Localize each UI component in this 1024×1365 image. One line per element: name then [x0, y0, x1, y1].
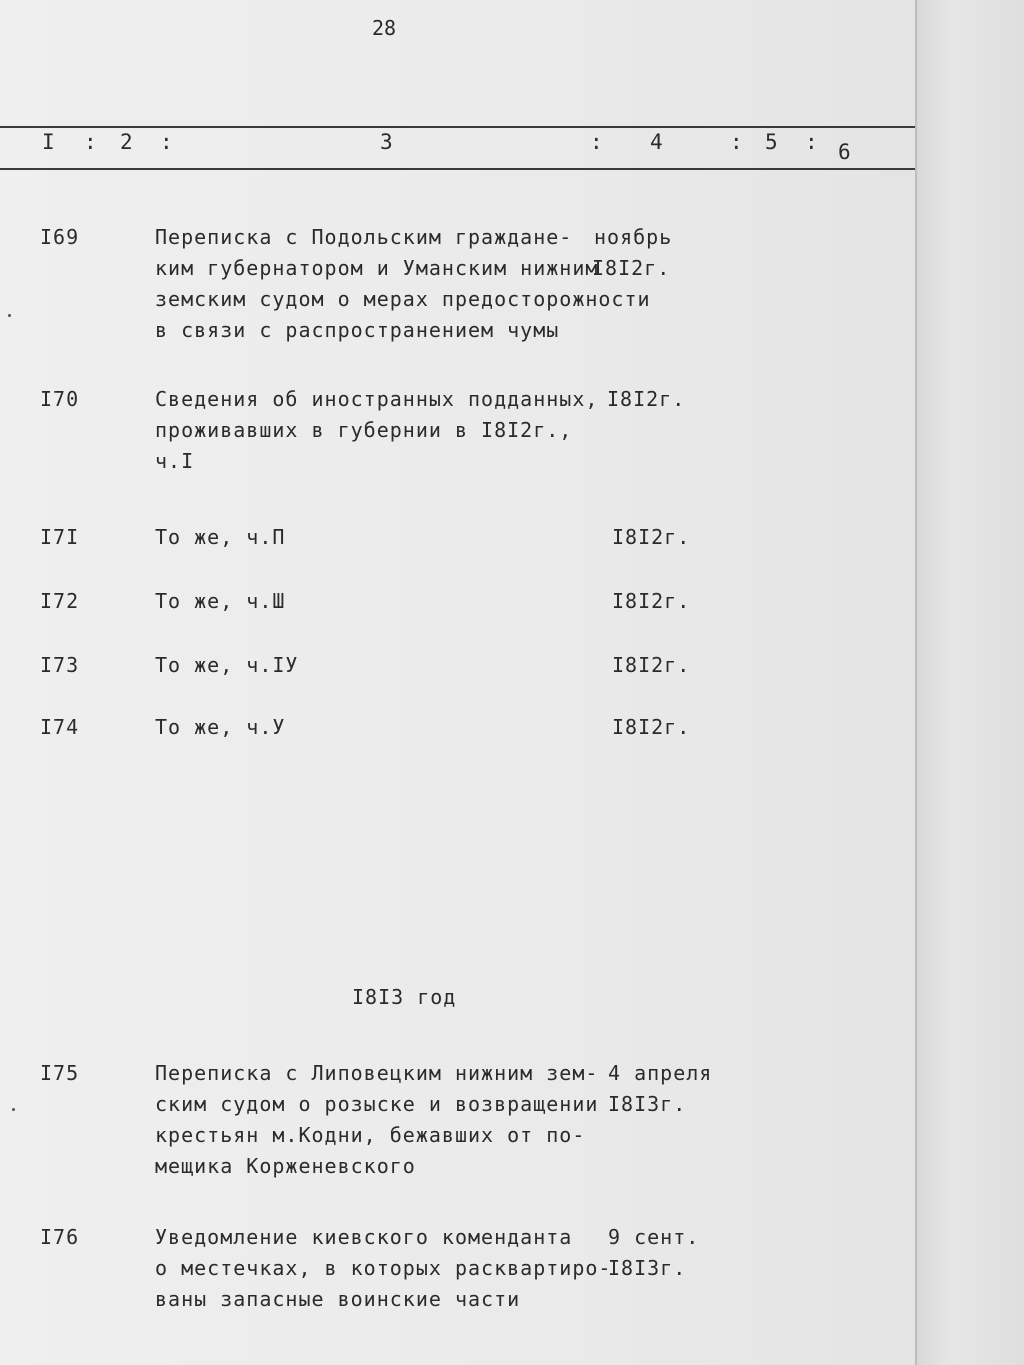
entry-number: I72 — [40, 589, 80, 613]
entry-number: I70 — [40, 387, 80, 411]
description-line: мещика Корженевского — [155, 1154, 416, 1178]
date-line: 4 апреля — [608, 1061, 713, 1085]
description-line: То же, ч.Ш — [155, 589, 286, 613]
description-line: в связи с распространением чумы — [155, 318, 560, 342]
description-line: То же, ч.IУ — [155, 653, 299, 677]
date-line: I8I2г. — [592, 256, 671, 280]
date-line: 9 сент. — [608, 1225, 700, 1249]
column-number-2: 2 — [120, 130, 133, 154]
entry-number: I75 — [40, 1061, 80, 1085]
date-line: I8I2г. — [612, 715, 691, 739]
description-line: То же, ч.П — [155, 525, 286, 549]
date-line: I8I2г. — [607, 387, 686, 411]
entry-number: I76 — [40, 1225, 80, 1249]
date-line: ноябрь — [594, 225, 673, 249]
header-bottom-rule — [0, 168, 915, 170]
column-separator: : — [590, 130, 603, 154]
entry-date — [612, 522, 690, 553]
entry-date — [608, 1222, 699, 1284]
date-line: I8I3г. — [608, 1092, 687, 1116]
entry-date — [608, 1058, 712, 1120]
description-line: Переписка с Подольским граждане- — [155, 225, 573, 249]
entry-description — [155, 712, 605, 743]
description-line: ваны запасные воинские части — [155, 1287, 521, 1311]
description-line: ским судом о розыске и возвращении — [155, 1092, 599, 1116]
header-top-rule — [0, 126, 915, 128]
entry-description — [155, 1222, 612, 1315]
next-page-edge — [915, 0, 1024, 1365]
entry-number: I73 — [40, 653, 80, 677]
column-number-5: 5 — [765, 130, 778, 154]
column-separator: : — [805, 130, 818, 154]
date-line: I8I3г. — [608, 1256, 687, 1280]
entry-description — [155, 1058, 605, 1182]
entry-date — [612, 586, 690, 617]
column-number-4: 4 — [650, 130, 663, 154]
column-separator: : — [160, 130, 173, 154]
description-line: ч.I — [155, 449, 195, 473]
description-line: Уведомление киевского коменданта — [155, 1225, 573, 1249]
entry-date — [612, 712, 690, 743]
entry-date — [607, 384, 685, 415]
entry-description — [155, 586, 605, 617]
description-line: земским судом о мерах предосторожности — [155, 287, 651, 311]
date-line: I8I2г. — [612, 589, 691, 613]
date-line: I8I2г. — [612, 653, 691, 677]
description-line: крестьян м.Кодни, бежавших от по- — [155, 1123, 586, 1147]
column-number-3: 3 — [380, 130, 393, 154]
entry-number: I69 — [40, 225, 80, 249]
description-line: проживавших в губернии в I8I2г., — [155, 418, 573, 442]
column-number-6: 6 — [838, 140, 851, 164]
entry-description — [155, 384, 605, 477]
year-heading: I8I3 год — [352, 985, 457, 1009]
description-line: ким губернатором и Уманским нижним — [155, 256, 599, 280]
column-separator: : — [84, 130, 97, 154]
entry-number: I7I — [40, 525, 80, 549]
paper-speck — [12, 1108, 15, 1111]
column-number-1: I — [42, 130, 55, 154]
description-line: То же, ч.У — [155, 715, 286, 739]
page-number: 28 — [372, 16, 397, 40]
description-line: о местечках, в которых расквартиро- — [155, 1256, 612, 1280]
column-separator: : — [730, 130, 743, 154]
entry-number: I74 — [40, 715, 80, 739]
entry-description — [155, 522, 605, 553]
entry-description — [155, 650, 605, 681]
description-line: Переписка с Липовецким нижним зем- — [155, 1061, 599, 1085]
description-line: Сведения об иностранных подданных, — [155, 387, 599, 411]
entry-date — [612, 650, 690, 681]
date-line: I8I2г. — [612, 525, 691, 549]
entry-date — [594, 222, 672, 284]
paper-speck — [8, 314, 11, 317]
